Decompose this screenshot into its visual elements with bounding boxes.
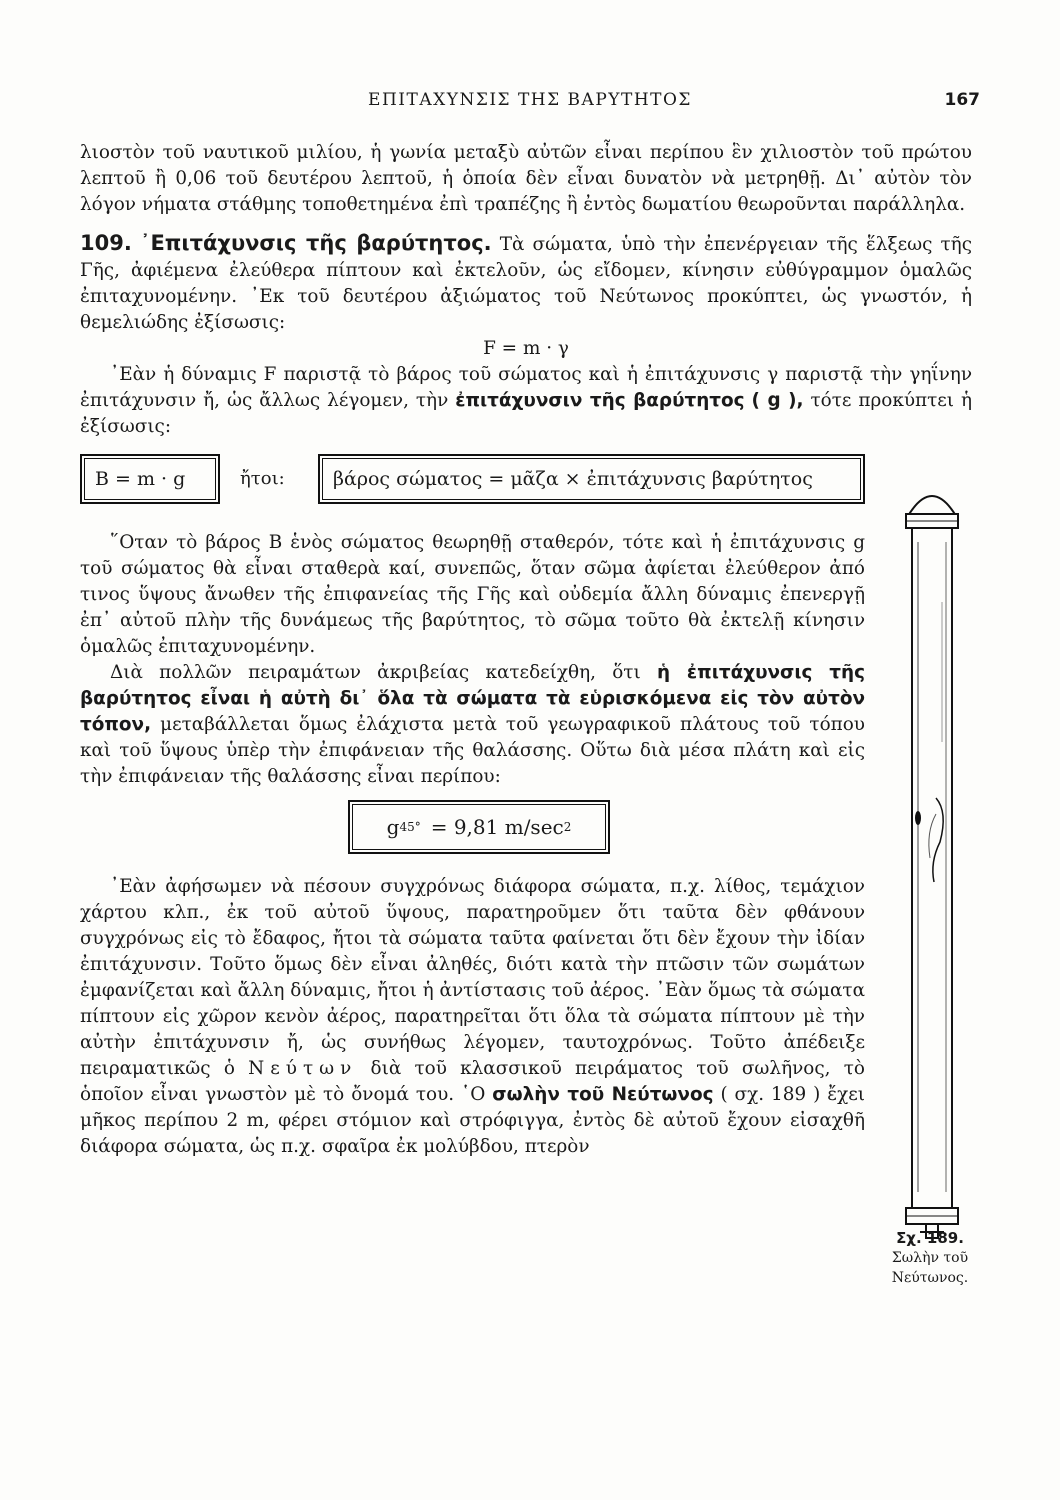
- weight-formula: B = m · g: [84, 458, 216, 500]
- section-text-4-bold: ἡ ἐπιτάχυνσις τῆς βαρύτητος εἶναι ἡ αὐτὴ δι᾽ ὅλα τὰ σώματα τὰ εὑρισκόμενα εἰς τὸν αὐτὸν τόπον,: [80, 662, 865, 735]
- weight-formula-box: [80, 454, 220, 504]
- gravity-value-formula: [352, 804, 606, 850]
- section-text-5-name: Νεύτων: [248, 1058, 358, 1079]
- gravity-value: = 9,81 m/sec: [430, 815, 564, 839]
- section-paragraph-3: ῞Οταν τὸ βάρος Β ἑνὸς σώματος θεωρηθῇ σταθερόν, τότε καὶ ἡ ἐπιτάχυνσις g τοῦ σώματος θὰ εἶναι σταθερὰ καί, συνεπῶς, ὅταν σῶμα ἀφίεται ἐλεύθερον ἀπό τινος ὕψους ἄνωθεν τῆς ἐπιφανείας τῆς Γῆς καὶ οὐδεμία ἄλλη δύναμις ἐπενεργῇ ἐπ᾽ αὐτοῦ πλὴν τῆς δυνάμεως τῆς βαρύτητος, τὸ σῶμα τοῦτο θὰ ἐκτελῇ κίνησιν ὁμαλῶς ἐπιταχυνομένην.: [80, 532, 865, 657]
- section-text-2-end: τότε προκύπτει ἡ ἐξίσωσις:: [80, 390, 972, 437]
- section-text-5-mid: διὰ τοῦ κλασσικοῦ πειράματος τοῦ σωλῆνος, τὸ ὁποῖον εἶναι γνωστὸν μὲ τὸ ὄνομά του. ῾Ο: [80, 1058, 865, 1105]
- section-text-2-symbol: ( g ),: [751, 390, 804, 411]
- section-title: ᾿Επιτάχυνσις τῆς βαρύτητος.: [139, 231, 492, 255]
- section-text-4-start: Διὰ πολλῶν πειραμάτων ἀκριβείας κατεδείχθη, ὅτι: [110, 662, 641, 683]
- section-paragraph-1: [80, 230, 972, 336]
- figure-label: Σχ. 189.: [896, 1229, 964, 1247]
- running-title: ΕΠΙΤΑΧΥΝΣΙΣ ΤΗΣ ΒΑΡΥΤΗΤΟΣ: [368, 90, 692, 110]
- running-head: [80, 90, 980, 114]
- section-paragraph-2: [80, 362, 972, 440]
- section-text-2-start: ᾿Εὰν ἡ δύναμις F παριστᾷ τὸ βάρος τοῦ σώματος καὶ ἡ ἐπιτάχυνσις γ παριστᾷ τὴν γηΐνην ἐπιτάχυνσιν ἤ, ὡς ἄλλως λέγομεν, τὴν: [80, 364, 972, 411]
- section-text-5-bold: σωλὴν τοῦ Νεύτωνος: [492, 1084, 714, 1105]
- section-paragraph-5: [80, 874, 865, 1160]
- tube-illustration: [906, 496, 958, 1238]
- gravity-value-box: [348, 800, 610, 854]
- body-text: [80, 140, 972, 1160]
- weight-formula-row: [80, 454, 865, 518]
- section-text-1: Τὰ σώματα, ὑπὸ τὴν ἐπενέργειαν τῆς ἕλξεως τῆς Γῆς, ἀφιέμενα ἐλεύθερα πίπτουν καὶ ἐκτελοῦν, ὡς εἴδομεν, κίνησιν εὐθύγραμμον ὁμαλῶς ἐπιταχυνομένην. ᾿Εκ τοῦ δευτέρου ἀξιώματος τοῦ Νεύτωνος προκύπτει, ὡς γνωστόν, ἡ θεμελιώδης ἐξίσωσις:: [80, 234, 972, 333]
- gravity-exponent: 2: [563, 820, 572, 834]
- weight-words-box: [318, 454, 865, 504]
- section-text-2-bold: ἐπιτάχυνσιν τῆς βαρύτητος: [455, 390, 745, 411]
- section-text-5-end: ( σχ. 189 ) ἔχει μῆκος περίπου 2 m, φέρει στόμιον καὶ στρόφιγγα, ἐντὸς δὲ αὐτοῦ ἔχουν εἰσαχθῆ διάφορα σώματα, ὡς π.χ. σφαῖρα ἐκ μολύβδου, πτερὸν: [80, 1084, 865, 1157]
- gravity-value-row: [80, 800, 865, 862]
- weight-formula-label: ἤτοι:: [240, 468, 285, 489]
- figure-caption-line-1: Σωλὴν τοῦ: [891, 1250, 969, 1266]
- formula-newton: F = m · γ: [483, 338, 569, 359]
- gravity-latitude: 45°: [399, 820, 421, 834]
- section-text-4-end: μεταβάλλεται ὅμως ἐλάχιστα μετὰ τοῦ γεωγραφικοῦ πλάτους τοῦ τόπου καὶ τοῦ ὕψους ὑπὲρ τὴν ἐπιφάνειαν τῆς θαλάσσης. Οὕτω διὰ μέσα πλάτη καὶ εἰς τὴν ἐπιφάνειαν τῆς θαλάσσης εἶναι περίπου:: [80, 714, 865, 787]
- weight-words-formula: βάρος σώματος = μᾶζα × ἐπιτάχυνσις βαρύτητος: [322, 458, 861, 500]
- gravity-symbol: g: [386, 815, 400, 839]
- newton-tube-figure: [890, 482, 974, 1242]
- figure-caption-line-2: Νεύτωνος.: [891, 1270, 969, 1286]
- narrow-column: [80, 530, 865, 1160]
- section-paragraph-4: [80, 660, 865, 790]
- page-number: 167: [944, 90, 980, 110]
- figure-caption: [880, 1228, 980, 1288]
- section-number: 109.: [80, 231, 132, 255]
- section-text-5-start: ᾿Εὰν ἀφήσωμεν νὰ πέσουν συγχρόνως διάφορα σώματα, π.χ. λίθος, τεμάχιον χάρτου κλπ., ἐκ τοῦ αὐτοῦ ὕψους, παρατηροῦμεν ὅτι ταῦτα δὲν φθάνουν συγχρόνως εἰς τὸ ἔδαφος, ἤτοι τὰ σώματα ταῦτα φαίνεται ὅτι δὲν ἔχουν τὴν ἰδίαν ἐπιτάχυνσιν. Τοῦτο ὅμως δὲν εἶναι ἀληθές, διότι κατὰ τὴν πτῶσιν τῶν σωμάτων ἐμφανίζεται καὶ ἄλλη δύναμις, ἤτοι ἡ ἀντίστασις τοῦ ἀέρος. ᾿Εὰν ὅμως τὰ σώματα πίπτουν εἰς χῶρον κενὸν ἀέρος, παρατηρεῖται ὅτι ὅλα τὰ σώματα πίπτουν μὲ τὴν αὐτὴν ἐπιτάχυνσιν ἤ, ὡς συνήθως λέγομεν, ταυτοχρόνως. Τοῦτο ἀπέδειξε πειραματικῶς ὁ: [80, 876, 865, 1079]
- intro-paragraph: λιοστὸν τοῦ ναυτικοῦ μιλίου, ἡ γωνία μεταξὺ αὐτῶν εἶναι περίπου ἓν χιλιοστὸν τοῦ πρώτου λεπτοῦ ἢ 0,06 τοῦ δευτέρου λεπτοῦ, ἡ ὁποία δὲν εἶναι δυνατὸν νὰ μετρηθῇ. Δι᾽ αὐτὸν τὸν λόγον νήματα στάθμης τοποθετημένα ἐπὶ τραπέζης ἢ ἐντὸς δωματίου θεωροῦνται παράλληλα.: [80, 142, 972, 215]
